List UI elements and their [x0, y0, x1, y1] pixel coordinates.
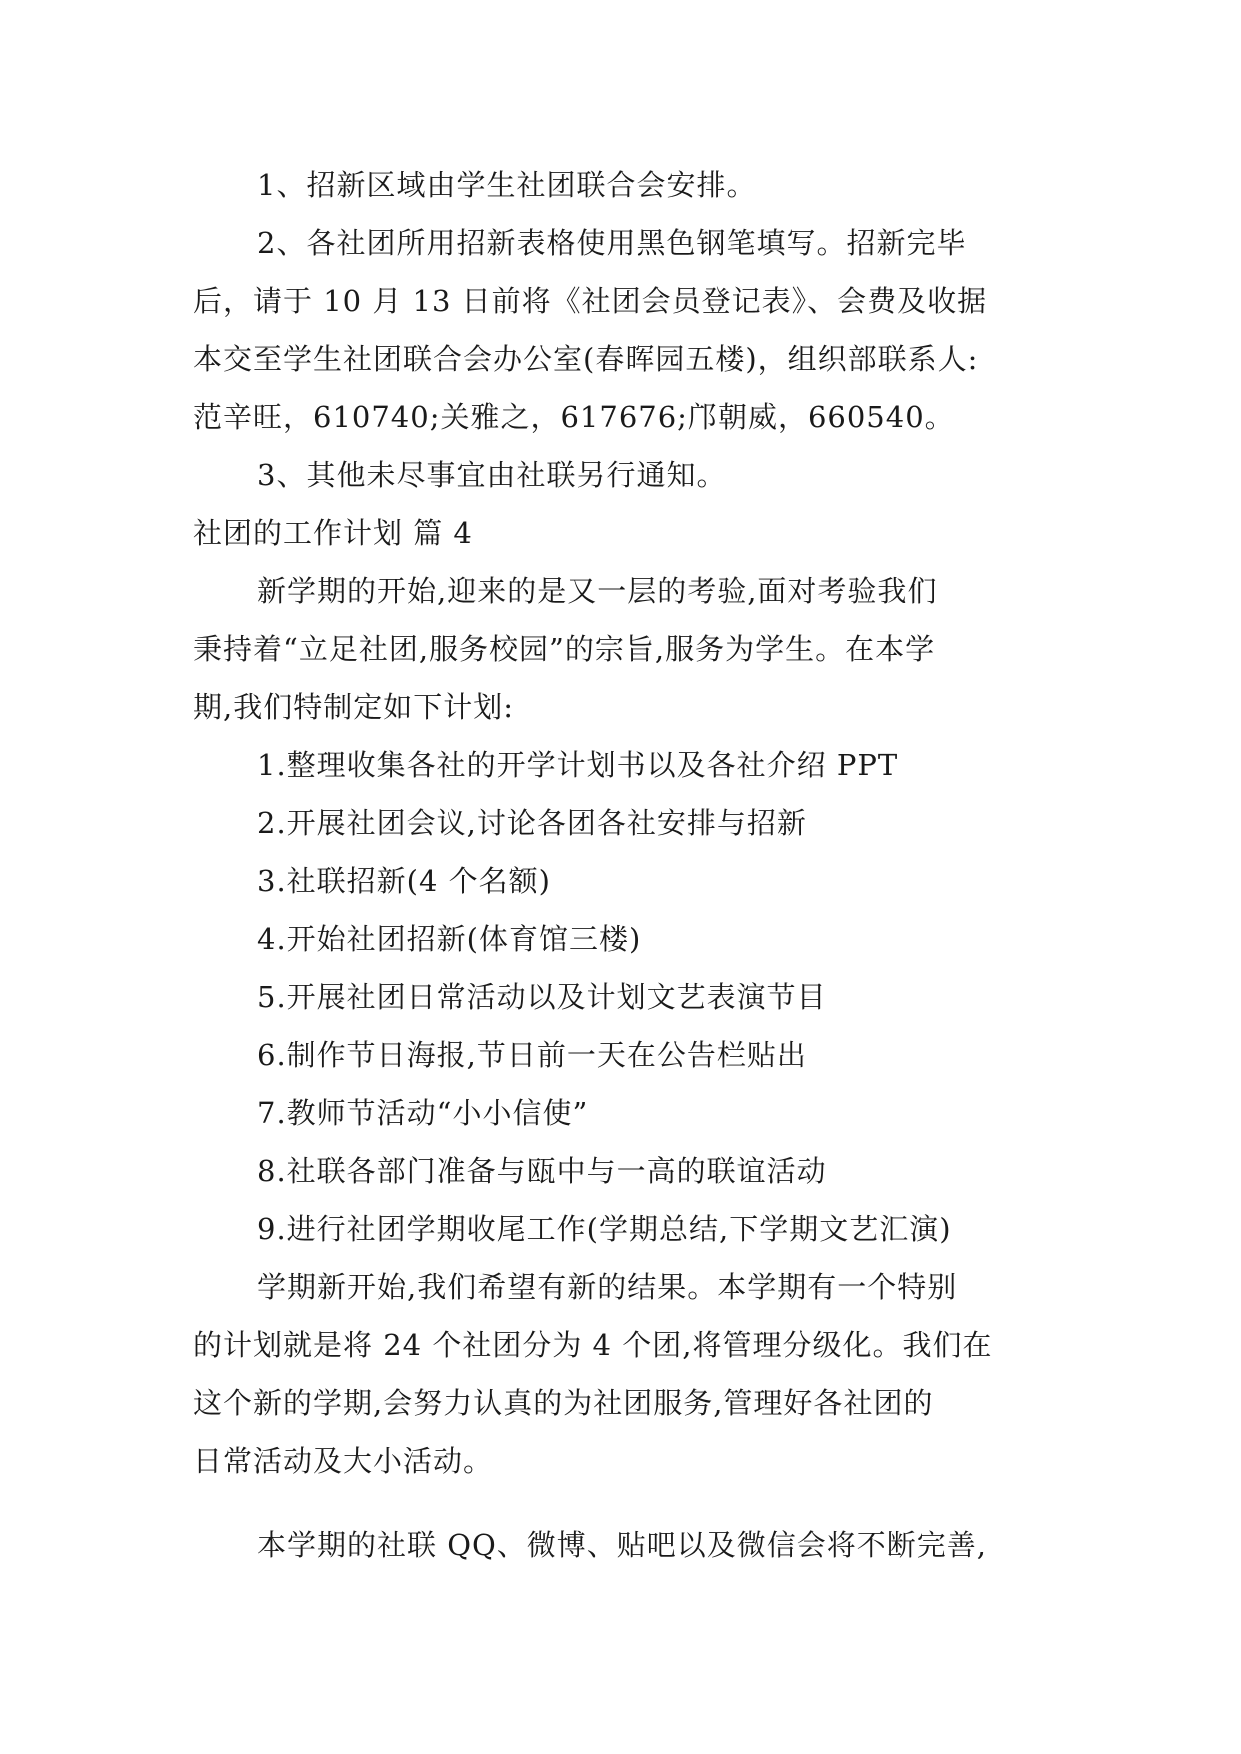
text-line: 本交至学生社团联合会办公室(春晖园五楼)，组织部联系人: [193, 342, 979, 376]
text-line: 本学期的社联 QQ、微博、贴吧以及微信会将不断完善, [257, 1528, 987, 1562]
text-line: 这个新的学期,会努力认真的为社团服务,管理好各社团的 [193, 1386, 934, 1420]
text-line: 7.教师节活动“小小信使” [257, 1096, 589, 1130]
text-line: 5.开展社团日常活动以及计划文艺表演节目 [257, 980, 827, 1014]
text-line: 日常活动及大小活动。 [193, 1444, 494, 1478]
text-line: 6.制作节日海报,节日前一天在公告栏贴出 [257, 1038, 807, 1072]
text-line: 秉持着“立足社团,服务校园”的宗旨,服务为学生。在本学 [193, 632, 936, 666]
text-line: 2、各社团所用招新表格使用黑色钢笔填写。招新完毕 [257, 226, 967, 260]
text-line: 2.开展社团会议,讨论各团各社安排与招新 [257, 806, 807, 840]
document-body [193, 156, 1053, 1574]
section-heading: 社团的工作计划 篇 4 [193, 516, 473, 550]
text-line: 1、招新区域由学生社团联合会安排。 [257, 168, 757, 202]
text-line: 学期新开始,我们希望有新的结果。本学期有一个特别 [257, 1270, 958, 1304]
text-line: 3.社联招新(4 个名额) [257, 864, 551, 898]
text-line: 3、其他未尽事宜由社联另行通知。 [257, 458, 727, 492]
text-line: 4.开始社团招新(体育馆三楼) [257, 922, 642, 956]
text-line: 的计划就是将 24 个社团分为 4 个团,将管理分级化。我们在 [193, 1328, 993, 1362]
text-line: 期,我们特制定如下计划: [193, 690, 514, 724]
text-line: 1.整理收集各社的开学计划书以及各社介绍 PPT [257, 748, 899, 782]
text-line: 后，请于 10 月 13 日前将《社团会员登记表》、会费及收据 [193, 284, 988, 318]
text-line: 8.社联各部门准备与瓯中与一高的联谊活动 [257, 1154, 827, 1188]
paragraph-gap [193, 1490, 1053, 1516]
text-line: 新学期的开始,迎来的是又一层的考验,面对考验我们 [257, 574, 938, 608]
text-line: 9.进行社团学期收尾工作(学期总结,下学期文艺汇演) [257, 1212, 952, 1246]
text-line: 范辛旺，610740;关雅之，617676;邝朝威，660540。 [193, 400, 955, 434]
